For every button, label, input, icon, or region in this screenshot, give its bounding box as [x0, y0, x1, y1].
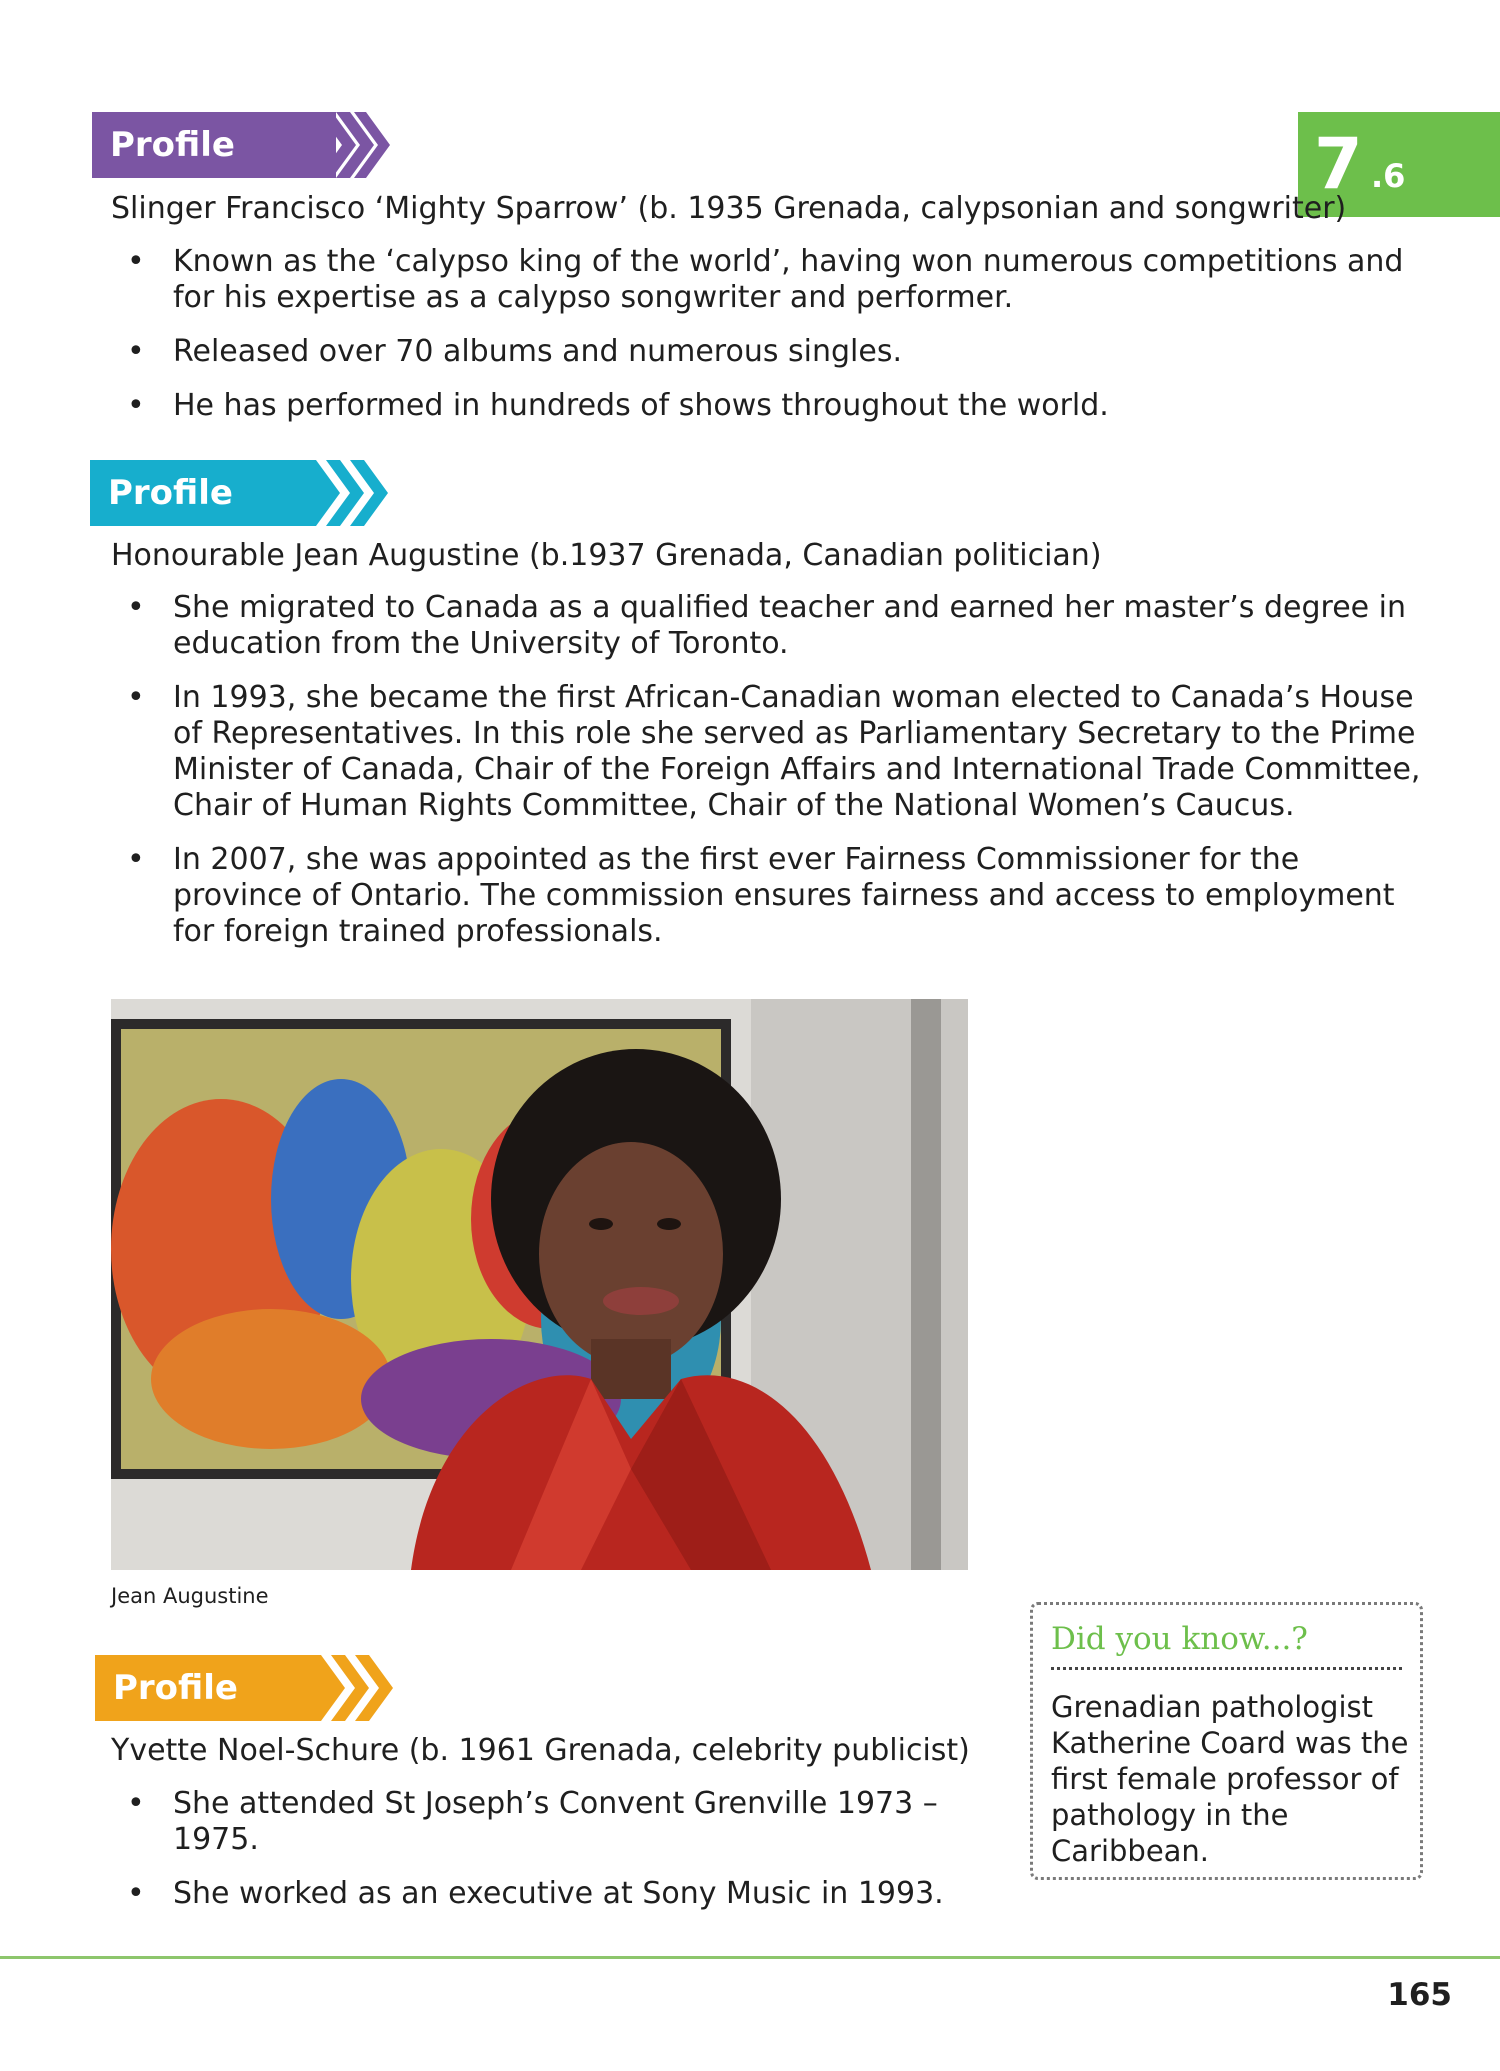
page-number: 165: [1387, 1977, 1452, 2013]
dotted-divider: [1051, 1667, 1402, 1670]
person-name: Yvette Noel-Schure (b. 1961 Grenada, celebrity publicist): [111, 1733, 970, 1768]
person-name: Slinger Francisco ‘Mighty Sparrow’ (b. 1935 Grenada, calypsonian and songwriter): [111, 191, 1347, 226]
list-item: • He has performed in hundreds of shows throughout the world.: [111, 388, 1411, 424]
list-item: • In 1993, she became the first African-Canadian woman elected to Canada’s House of Representatives. In this role she served as Parliamentary Secretary to the Prime Minister of Canada, Chair of the Foreign Affairs and International Trade Committee, Chair of Human Rights Committee, Chair of the National Women’s Caucus.: [111, 680, 1421, 824]
footer-divider: [0, 1956, 1500, 1959]
list-item: • She worked as an executive at Sony Music in 1993.: [111, 1876, 991, 1912]
photo-caption: Jean Augustine: [111, 1584, 269, 1608]
profile-label: Profile: [95, 1655, 251, 1721]
portrait-photo-illustration: [111, 999, 968, 1570]
profile-label: Profile: [90, 460, 246, 526]
did-you-know-text: Grenadian pathologist Katherine Coard was the first female professor of pathology in the Caribbean.: [1051, 1690, 1409, 1868]
list-item: • Known as the ‘calypso king of the world’, having won numerous competitions and for his expertise as a calypso songwriter and performer.: [111, 244, 1411, 316]
subsection-number: .6: [1371, 157, 1406, 195]
double-chevron-icon: [251, 1655, 397, 1721]
list-item: • In 2007, she was appointed as the first ever Fairness Commissioner for the province of Ontario. The commission ensures fairness and access to employment for foreign trained professionals.: [111, 842, 1421, 950]
did-you-know-title: Did you know...?: [1051, 1621, 1308, 1657]
fact-list: [111, 244, 1411, 442]
portrait-photo: [111, 999, 968, 1570]
profile-label: Profile: [92, 112, 248, 178]
list-item: • She attended St Joseph’s Convent Grenville 1973 – 1975.: [111, 1786, 991, 1858]
fact-list: [111, 590, 1421, 968]
double-chevron-icon: [248, 112, 394, 178]
fact-list: [111, 1786, 991, 1930]
double-chevron-icon: [246, 460, 392, 526]
person-name: Honourable Jean Augustine (b.1937 Grenada, Canadian politician): [111, 538, 1102, 573]
chapter-number: 7: [1314, 123, 1363, 205]
list-item: • She migrated to Canada as a qualified teacher and earned her master’s degree in education from the University of Toronto.: [111, 590, 1421, 662]
list-item: • Released over 70 albums and numerous singles.: [111, 334, 1411, 370]
did-you-know-box: [1030, 1602, 1423, 1880]
